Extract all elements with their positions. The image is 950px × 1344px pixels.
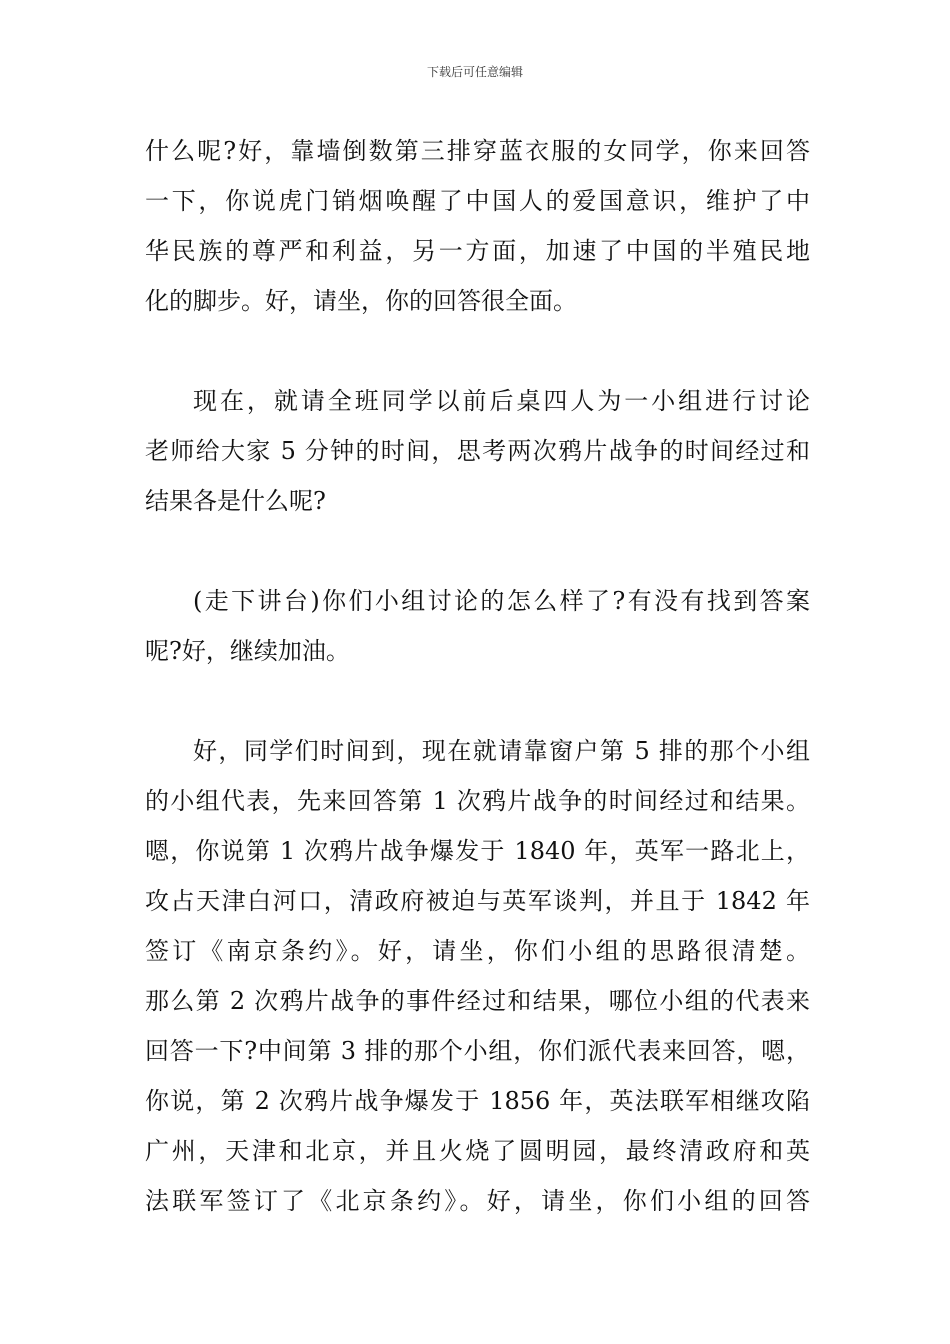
- paragraph-3: [145, 576, 810, 676]
- text-line: 什么呢?好，靠墙倒数第三排穿蓝衣服的女同学，你来回答: [145, 137, 810, 165]
- paragraph-gap: [145, 526, 810, 576]
- text-line: 结果各是什么呢?: [145, 487, 326, 515]
- page-header: 下载后可任意编辑: [426, 65, 523, 79]
- text-line: 好，同学们时间到，现在就请靠窗户第 5 排的那个小组: [193, 737, 810, 765]
- paragraph-2: [145, 376, 810, 526]
- text-line: 签订《南京条约》。好，请坐，你们小组的思路很清楚。: [145, 937, 810, 965]
- text-line: 法联军签订了《北京条约》。好，请坐，你们小组的回答: [145, 1187, 810, 1215]
- text-line: 嗯，你说第 1 次鸦片战争爆发于 1840 年，英军一路北上，: [145, 837, 810, 865]
- text-line: 化的脚步。好，请坐，你的回答很全面。: [145, 287, 577, 315]
- text-line: 华民族的尊严和利益，另一方面，加速了中国的半殖民地: [145, 237, 810, 265]
- text-line: 呢?好，继续加油。: [145, 637, 350, 665]
- text-line: 攻占天津白河口，清政府被迫与英军谈判，并且于 1842 年: [145, 887, 810, 915]
- text-line: 的小组代表，先来回答第 1 次鸦片战争的时间经过和结果。: [145, 787, 810, 815]
- text-line: 回答一下?中间第 3 排的那个小组，你们派代表来回答，嗯，: [145, 1037, 810, 1065]
- paragraph-gap: [145, 676, 810, 726]
- text-line: 那么第 2 次鸦片战争的事件经过和结果，哪位小组的代表来: [145, 987, 810, 1015]
- paragraph-1: [145, 126, 810, 326]
- paragraph-4: [145, 726, 810, 1226]
- paragraph-gap: [145, 326, 810, 376]
- text-line: 广州，天津和北京，并且火烧了圆明园，最终清政府和英: [145, 1137, 810, 1165]
- text-line: (走下讲台)你们小组讨论的怎么样了?有没有找到答案: [193, 587, 810, 615]
- text-line: 老师给大家 5 分钟的时间，思考两次鸦片战争的时间经过和: [145, 437, 810, 465]
- document-body: [145, 126, 810, 1226]
- text-line: 一下，你说虎门销烟唤醒了中国人的爱国意识，维护了中: [145, 187, 810, 215]
- text-line: 现在，就请全班同学以前后桌四人为一小组进行讨论: [193, 387, 810, 415]
- text-line: 你说，第 2 次鸦片战争爆发于 1856 年，英法联军相继攻陷: [145, 1087, 810, 1115]
